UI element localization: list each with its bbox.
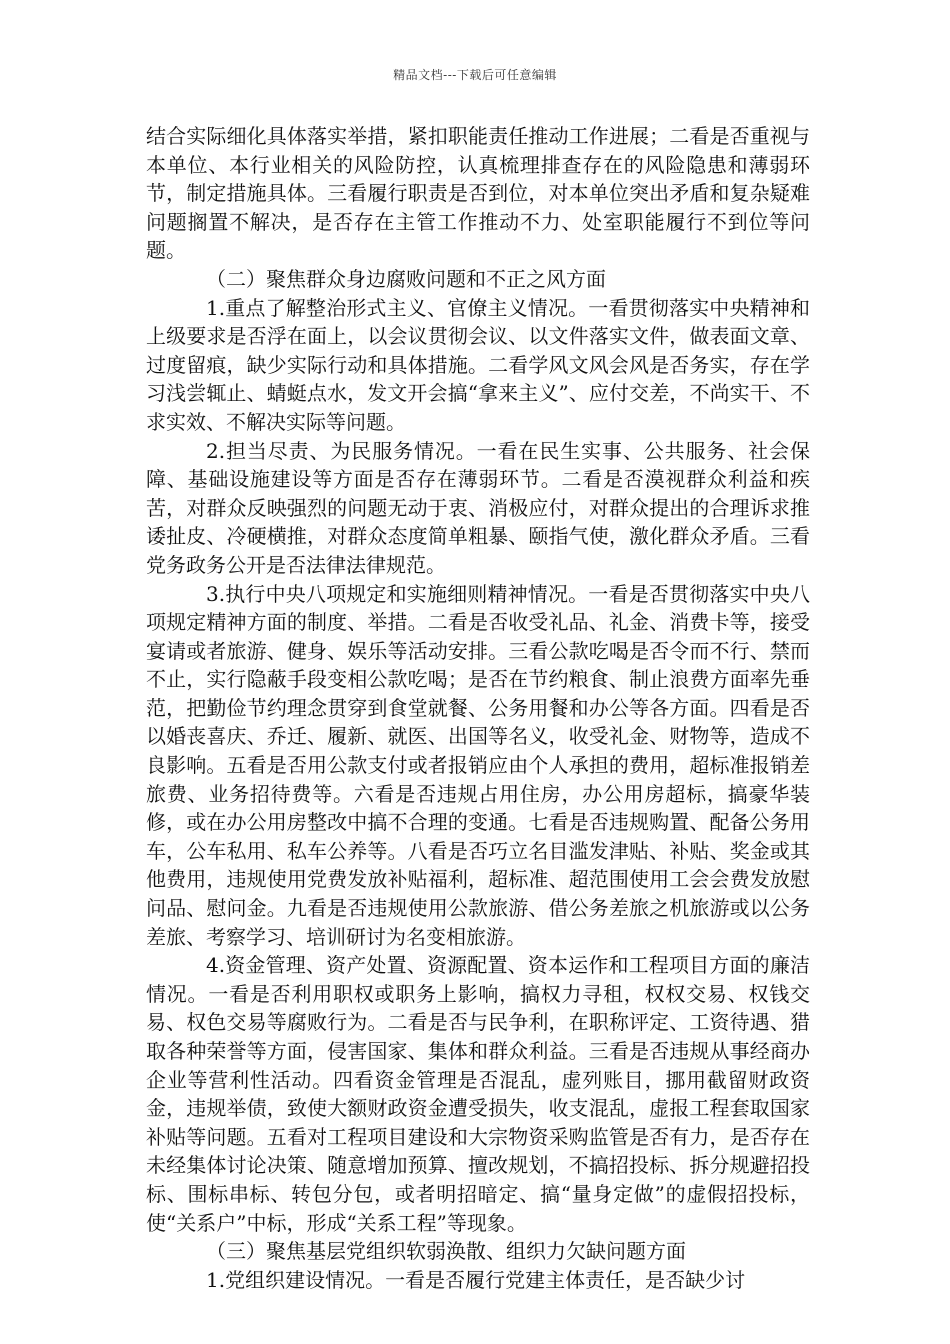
paragraph-item-4: 4.资金管理、资产处置、资源配置、资本运作和工程项目方面的廉洁情况。一看是否利用职权或职务上影响，搞权力寻租，权权交易、权钱交易、权色交易等腐败行为。二看是否与民争利，在职称评定、工资待遇、猎取各种荣誉等方面，侵害国家、集体和群众利益。三看是否违规从事经商办企业等营利性活动。四看资金管理是否混乱，虚列账目，挪用截留财政资金，违规举债，致使大额财政资金遭受损失，收支混乱，虚报工程套取国家补贴等问题。五看对工程项目建设和大宗物资采购监管是否有力，是否存在未经集体讨论决策、随意增加预算、擅改规划，不搞招投标、拆分规避招投标、围标串标、转包分包，或者明招暗定、搞“量身定做”的虚假招投标，使“关系户”中标，形成“关系工程”等现象。 xyxy=(146,953,810,1235)
document-body xyxy=(146,122,810,1294)
section-heading-2: （二）聚焦群众身边腐败问题和不正之风方面 xyxy=(206,266,606,291)
page-header: 精品文档---下载后可任意编辑 xyxy=(393,68,557,82)
paragraph-item-1-party: 1.党组织建设情况。一看是否履行党建主体责任，是否缺少讨 xyxy=(206,1267,746,1292)
section-heading-3: （三）聚焦基层党组织软弱涣散、组织力欠缺问题方面 xyxy=(206,1239,686,1264)
paragraph-continuation: 结合实际细化具体落实举措，紧扣职能责任推动工作进展；二看是否重视与本单位、本行业相关的风险防控，认真梳理排查存在的风险隐患和薄弱环节，制定措施具体。三看履行职责是否到位，对本单位突出矛盾和复杂疑难问题搁置不解决，是否存在主管工作推动不力、处室职能履行不到位等问题。 xyxy=(146,124,810,263)
paragraph-item-1: 1.重点了解整治形式主义、官僚主义情况。一看贯彻落实中央精神和上级要求是否浮在面上，以会议贯彻会议、以文件落实文件，做表面文章、过度留痕，缺少实际行动和具体措施。二看学风文风会风是否务实，存在学习浅尝辄止、蜻蜓点水，发文开会搞“拿来主义”、应付交差，不尚实干、不求实效、不解决实际等问题。 xyxy=(146,295,810,434)
paragraph-item-2: 2.担当尽责、为民服务情况。一看在民生实事、公共服务、社会保障、基础设施建设等方面是否存在薄弱环节。二看是否漠视群众利益和疾苦，对群众反映强烈的问题无动于衷、消极应付，对群众提出的合理诉求推诿扯皮、冷硬横推，对群众态度简单粗暴、颐指气使，激化群众矛盾。三看党务政务公开是否法律法律规范。 xyxy=(146,438,810,577)
paragraph-item-3: 3.执行中央八项规定和实施细则精神情况。一看是否贯彻落实中央八项规定精神方面的制度、举措。二看是否收受礼品、礼金、消费卡等，接受宴请或者旅游、健身、娱乐等活动安排。三看公款吃喝是否令而不行、禁而不止，实行隐蔽手段变相公款吃喝；是否在节约粮食、制止浪费方面率先垂范，把勤俭节约理念贯穿到食堂就餐、公务用餐和办公等各方面。四看是否以婚丧喜庆、乔迁、履新、就医、出国等名义，收受礼金、财物等，造成不良影响。五看是否用公款支付或者报销应由个人承担的费用，超标准报销差旅费、业务招待费等。六看是否违规占用住房，办公用房超标，搞豪华装修，或在办公用房整改中搞不合理的变通。七看是否违规购置、配备公务用车，公车私用、私车公养等。八看是否巧立名目滥发津贴、补贴、奖金或其他费用，违规使用党费发放补贴福利，超标准、超范围使用工会会费发放慰问品、慰问金。九看是否违规使用公款旅游、借公务差旅之机旅游或以公务差旅、考察学习、培训研讨为名变相旅游。 xyxy=(146,581,810,949)
